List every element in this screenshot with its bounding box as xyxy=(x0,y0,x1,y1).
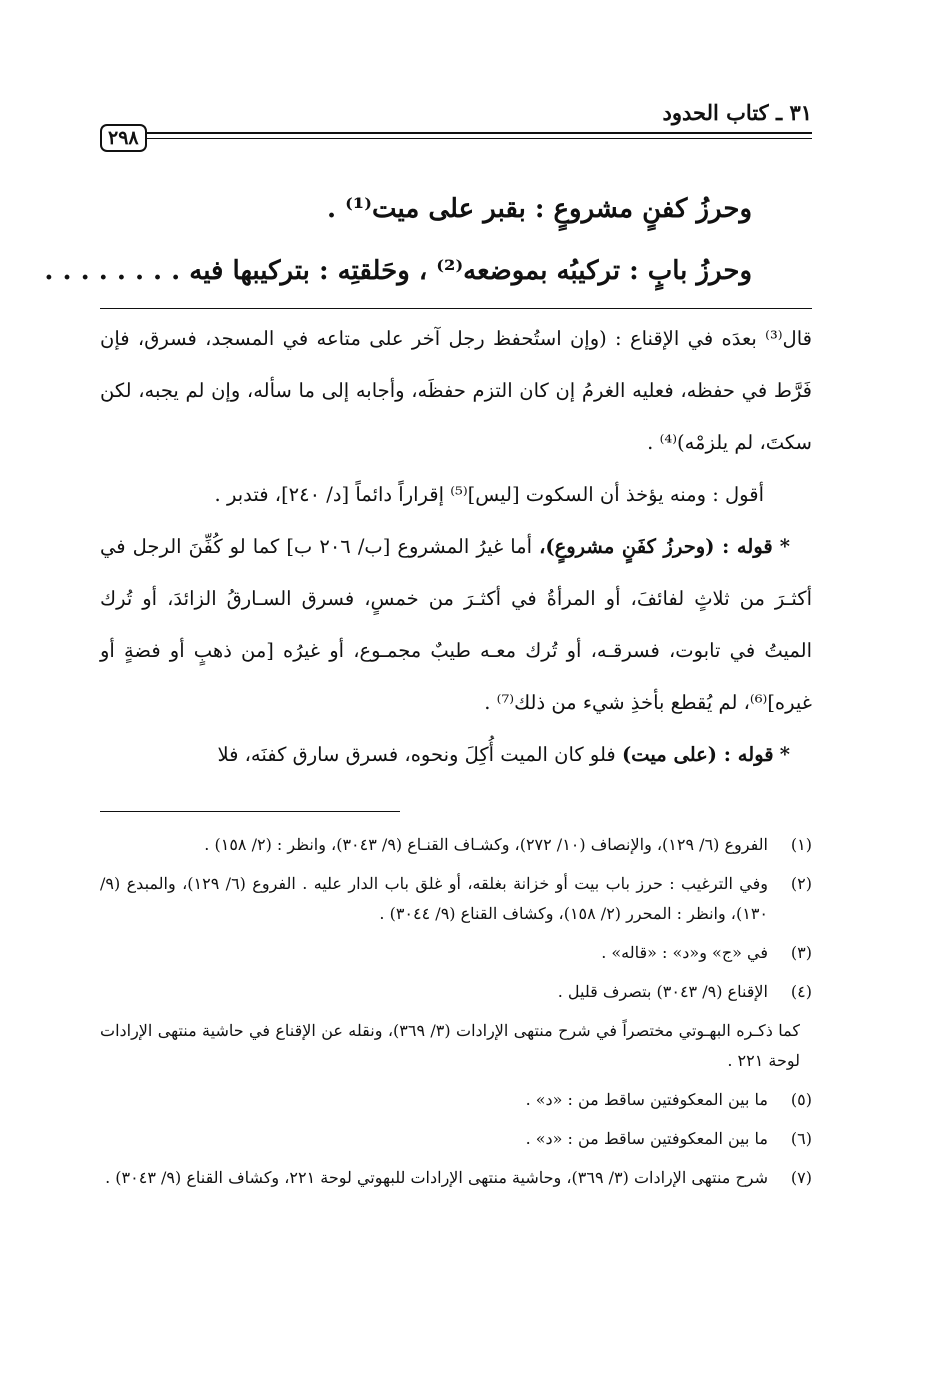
footnote-number: (٥) xyxy=(790,1090,812,1109)
footnote-2 xyxy=(100,869,812,929)
footnote-text: ما بين المعكوفتين ساقط من : «د» . xyxy=(525,1129,768,1148)
footnote-5 xyxy=(100,1085,812,1115)
header-rule xyxy=(100,132,812,139)
footnote-text: الفروع (٦/ ١٢٩)، والإنصاف (١٠/ ٢٧٢)، وكشـاف القنـاع (٩/ ٣٠٤٣)، وانظر : (٢/ ١٥٨) . xyxy=(204,835,768,854)
footnote-text: وفي الترغيب : حرز باب بيت أو خزانة بغلقه، أو غلق باب الدار عليه . الفروع (٦/ ١٢٩)، والمبدع (٩/ ١٣٠)، وانظر : المحرر (٢/ ١٥٨)، وكشاف القناع (٩/ ٣٠٤٤) . xyxy=(100,874,769,923)
footnote-number: (٣) xyxy=(790,943,812,962)
commentary xyxy=(100,313,812,781)
star-marker: * xyxy=(779,743,790,766)
footnote-number: (٢) xyxy=(790,874,812,893)
footnotes xyxy=(100,830,812,1193)
matn-text xyxy=(44,178,812,302)
commentary-paragraph-1: قال⁽³⁾ بعدَه في الإقناع : (وإن استُحفظ رجل آخر على متاعه في المسجد، فسرق، فإن فَرَّط في حفظه، فعليه الغرمُ إن كان التزم حفظَه، وأجابه إلى ما سأله، وإن لم يجبه، لكن سكتَ، لم يلزمْه)⁽⁴⁾ . xyxy=(100,327,812,454)
page-header xyxy=(100,96,812,150)
footnote-6 xyxy=(100,1124,812,1154)
footnote-number: (٦) xyxy=(790,1129,812,1148)
chapter-title: ٣١ ـ كتاب الحدود xyxy=(662,100,812,125)
commentary-paragraph-3 xyxy=(100,521,812,729)
book-page xyxy=(44,96,812,1202)
footnote-4 xyxy=(100,977,812,1007)
paragraph-text: أما غيرُ المشروع [ب/ ٢٠٦ ب] كما لو كُفِّنَ الرجل في أكثـرَ من ثلاثٍ لفائفَ، أو المرأةُ في أكثـرَ من خمسٍ، فسرق السـارقُ الزائدَ، أو تُرك الميتُ في تابوت، فسرقـه، أو تُرك معـه طيبٌ مجمـوع، أو غيرُه [من ذهبٍ أو فضةٍ أو غيره]⁽⁶⁾، لم يُقطع بأخذِ شيء من ذلك⁽⁷⁾ . xyxy=(100,535,812,714)
quoted-phrase: قوله : (وحرزُ كفَنٍ مشروعٍ)، xyxy=(539,535,773,558)
footnote-7 xyxy=(100,1163,812,1193)
commentary-paragraph-2: أقول : ومنه يؤخذ أن السكوت [ليس]⁽⁵⁾ إقراراً دائماً [د/ ٢٤٠]، فتدبر . xyxy=(214,483,764,506)
paragraph-text: فلو كان الميت أُكِلَ ونحوه، فسرق سارق كفنَه، فلا xyxy=(217,743,616,766)
footnote-4-continuation: كما ذكـره البهـوتي مختصراً في شرح منتهى الإرادات (٣/ ٣٦٩)، ونقله عن الإقناع في حاشية منتهى الإرادات لوحة ٢٢١ . xyxy=(100,1021,800,1070)
footnote-1 xyxy=(100,830,812,860)
footnote-number: (٧) xyxy=(790,1168,812,1187)
commentary-paragraph-4 xyxy=(100,729,812,781)
matn-separator xyxy=(100,308,812,309)
star-marker: * xyxy=(779,535,790,558)
matn-line-2: وحرزُ بابٍ : تركيبُه بموضعه⁽²⁾ ، وحَلقتِه : بتركيبها فيه . . . . . . . . xyxy=(44,256,752,286)
page-number: ٢٩٨ xyxy=(100,124,147,152)
footnote-number: (٤) xyxy=(790,982,812,1001)
footnote-number: (١) xyxy=(790,835,812,854)
quoted-phrase: قوله : (على ميت) xyxy=(621,743,774,766)
footnote-text: ما بين المعكوفتين ساقط من : «د» . xyxy=(525,1090,768,1109)
footnote-3 xyxy=(100,938,812,968)
footnote-text: شرح منتهى الإرادات (٣/ ٣٦٩)، وحاشية منتهى الإرادات للبهوتي لوحة ٢٢١، وكشاف القناع (٩/ ٣٠٤٣) . xyxy=(105,1168,768,1187)
footnote-text: الإقناع (٩/ ٣٠٤٣) بتصرف قليل . xyxy=(557,982,768,1001)
footnote-separator xyxy=(100,811,400,812)
footnote-text: في «ج» و«د» : «قاله» . xyxy=(601,943,768,962)
matn-line-1: وحرزُ كفنٍ مشروعٍ : بقبر على ميت⁽¹⁾ . xyxy=(327,194,752,224)
